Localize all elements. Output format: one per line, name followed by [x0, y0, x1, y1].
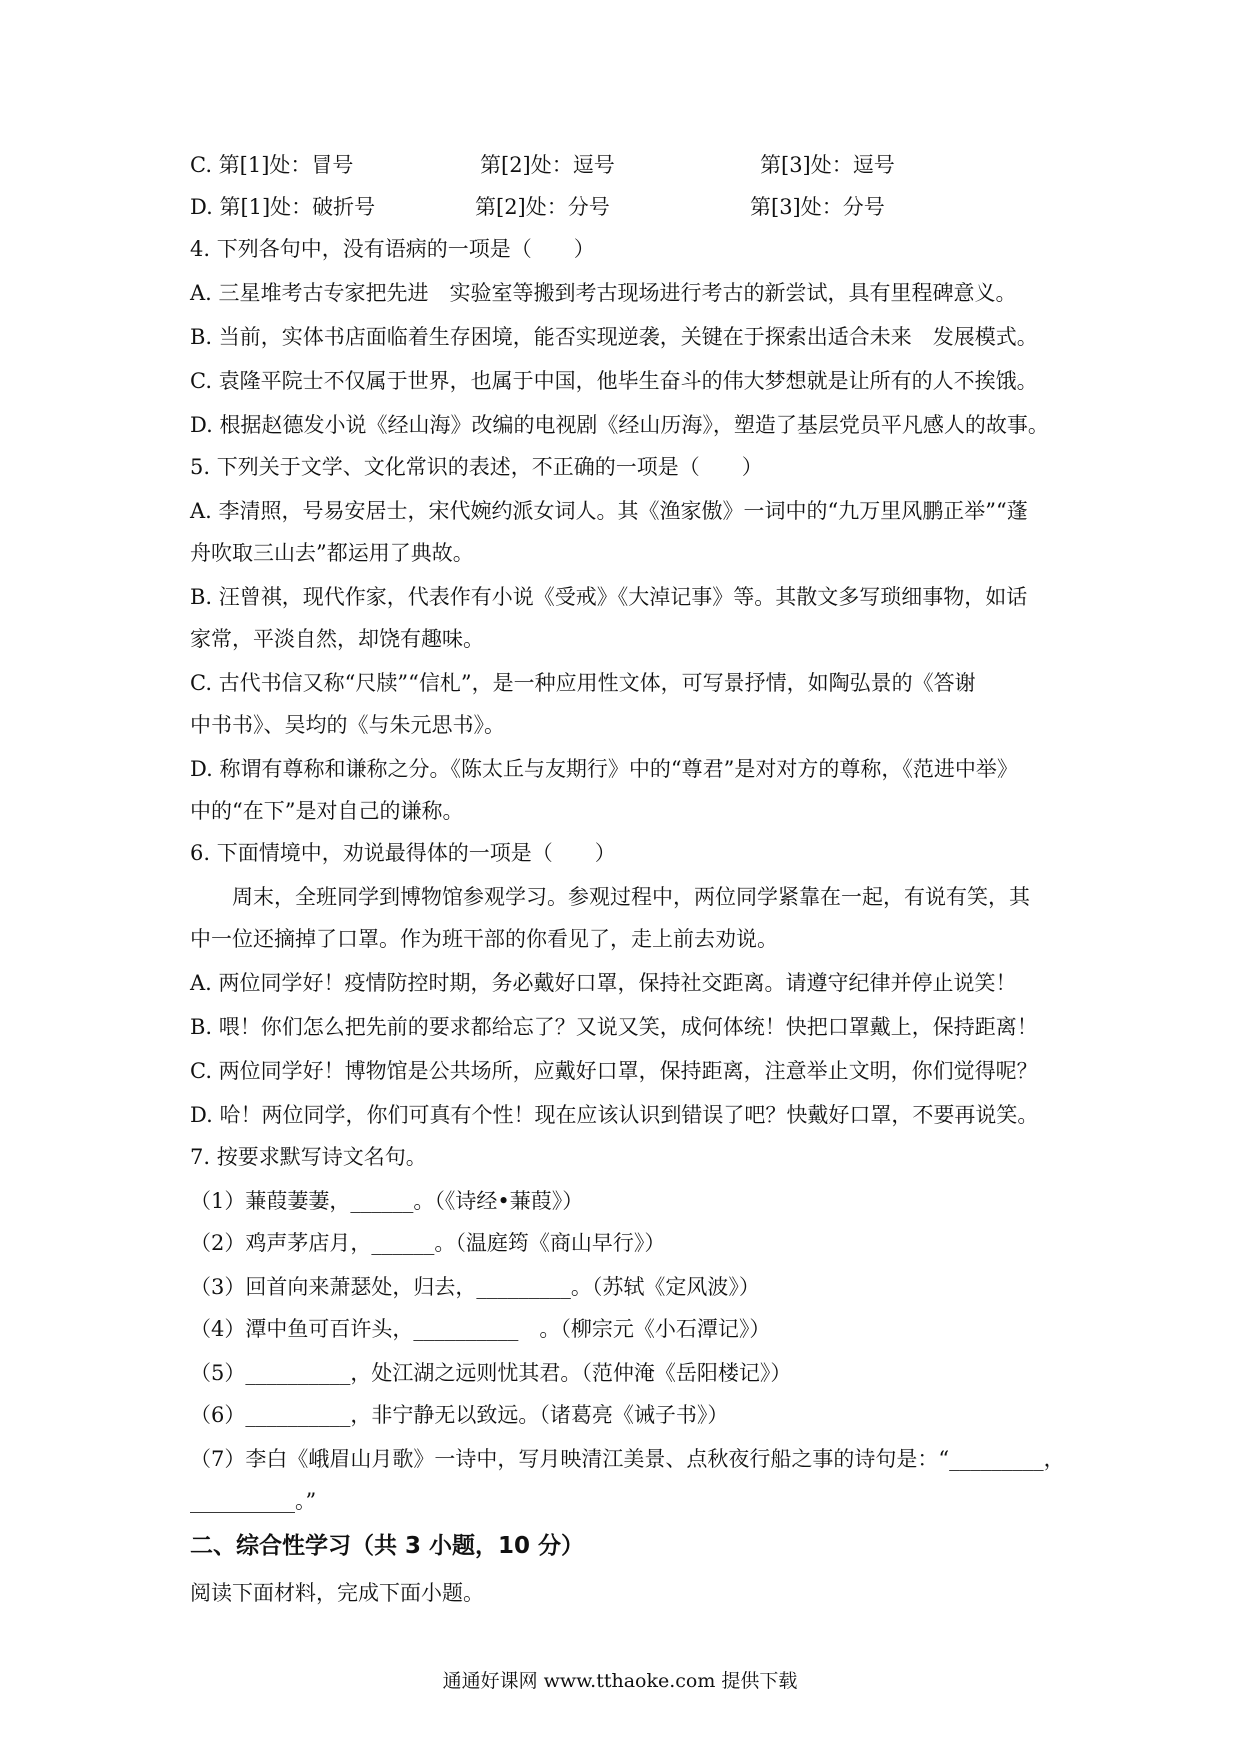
q3-d-part2: 第[2]处：分号	[475, 195, 610, 219]
q6-scenario-line2: 中一位还摘掉了口罩。作为班干部的你看见了，走上前去劝说。	[190, 927, 778, 951]
q5-stem: 5. 下列关于文学、文化常识的表述，不正确的一项是（ ）	[190, 455, 763, 479]
q6-option-b: B. 喂！你们怎么把先前的要求都给忘了？又说又笑，成何体统！快把口罩戴上，保持距离！	[190, 1015, 1038, 1039]
q4-option-c: C. 袁隆平院士不仅属于世界，也属于中国，他毕生奋斗的伟大梦想就是让所有的人不挨饿。	[190, 369, 1038, 393]
q7-item-4: （4）潭中鱼可百许头，__________ 。（柳宗元《小石潭记》）	[190, 1317, 771, 1341]
q5-option-c-line2: 中书书》、吴均的《与朱元思书》。	[190, 713, 505, 737]
section-2-heading: 二、综合性学习（共 3 小题，10 分）	[190, 1533, 585, 1559]
section-2-intro: 阅读下面材料，完成下面小题。	[190, 1581, 484, 1605]
q5-option-b-line1: B. 汪曾祺，现代作家，代表作有小说《受戒》《大淖记事》等。其散文多写琐细事物，如话	[190, 585, 1028, 609]
q3-c-part1: C. 第[1]处：冒号	[190, 153, 354, 177]
q6-option-d: D. 哈！两位同学，你们可真有个性！现在应该认识到错误了吧？快戴好口罩，不要再说笑。	[190, 1103, 1039, 1127]
q6-option-a: A. 两位同学好！疫情防控时期，务必戴好口罩，保持社交距离。请遵守纪律并停止说笑！	[190, 971, 1017, 995]
q7-item-5: （5）__________，处江湖之远则忧其君。（范仲淹《岳阳楼记》）	[190, 1361, 792, 1385]
q3-c-part2: 第[2]处：逗号	[480, 153, 615, 177]
q3-d-part1: D. 第[1]处：破折号	[190, 195, 376, 219]
q5-option-d-line1: D. 称谓有尊称和谦称之分。《陈太丘与友期行》中的“尊君”是对对方的尊称，《范进中举》	[190, 757, 1018, 781]
q5-option-b-line2: 家常，平淡自然，却饶有趣味。	[190, 627, 484, 651]
q6-stem: 6. 下面情境中，劝说最得体的一项是（ ）	[190, 841, 616, 865]
q7-item-6: （6）__________，非宁静无以致远。（诸葛亮《诫子书》）	[190, 1403, 729, 1427]
q7-item-1: （1）蒹葭萋萋，______。（《诗经•蒹葭》）	[190, 1189, 584, 1213]
q4-option-d: D. 根据赵德发小说《经山海》改编的电视剧《经山历海》，塑造了基层党员平凡感人的故事。	[190, 413, 1049, 437]
q5-option-c-line1: C. 古代书信又称“尺牍”“信札”，是一种应用性文体，可写景抒情，如陶弘景的《答谢	[190, 671, 976, 695]
q6-scenario-line1: 周末，全班同学到博物馆参观学习。参观过程中，两位同学紧靠在一起，有说有笑，其	[232, 885, 1030, 909]
q7-item-7-continued: __________。”	[190, 1489, 317, 1513]
q7-item-3: （3）回首向来萧瑟处，归去，_________。（苏轼《定风波》）	[190, 1275, 760, 1299]
q4-stem: 4. 下列各句中，没有语病的一项是（ ）	[190, 237, 595, 261]
q4-option-b: B. 当前，实体书店面临着生存困境，能否实现逆袭，关键在于探索出适合未来 发展模式。	[190, 325, 1038, 349]
q7-item-7: （7）李白《峨眉山月歌》一诗中，写月映清江美景、点秋夜行船之事的诗句是：“_________，	[190, 1447, 1065, 1471]
q7-stem: 7. 按要求默写诗文名句。	[190, 1145, 427, 1169]
q5-option-a-line1: A. 李清照，号易安居士，宋代婉约派女词人。其《渔家傲》一词中的“九万里风鹏正举”“蓬	[190, 499, 1028, 523]
page-footer: 通通好课网 www.tthaoke.com 提供下载	[442, 1670, 798, 1692]
q5-option-d-line2: 中的“在下”是对自己的谦称。	[190, 799, 464, 823]
q7-item-2: （2）鸡声茅店月，______。（温庭筠《商山早行》）	[190, 1231, 666, 1255]
q3-d-part3: 第[3]处：分号	[750, 195, 885, 219]
q6-option-c: C. 两位同学好！博物馆是公共场所，应戴好口罩，保持距离，注意举止文明，你们觉得呢？	[190, 1059, 1038, 1083]
q4-option-a: A. 三星堆考古专家把先进 实验室等搬到考古现场进行考古的新尝试，具有里程碑意义。	[190, 281, 1017, 305]
q5-option-a-line2: 舟吹取三山去”都运用了典故。	[190, 541, 474, 565]
q3-c-part3: 第[3]处：逗号	[760, 153, 895, 177]
